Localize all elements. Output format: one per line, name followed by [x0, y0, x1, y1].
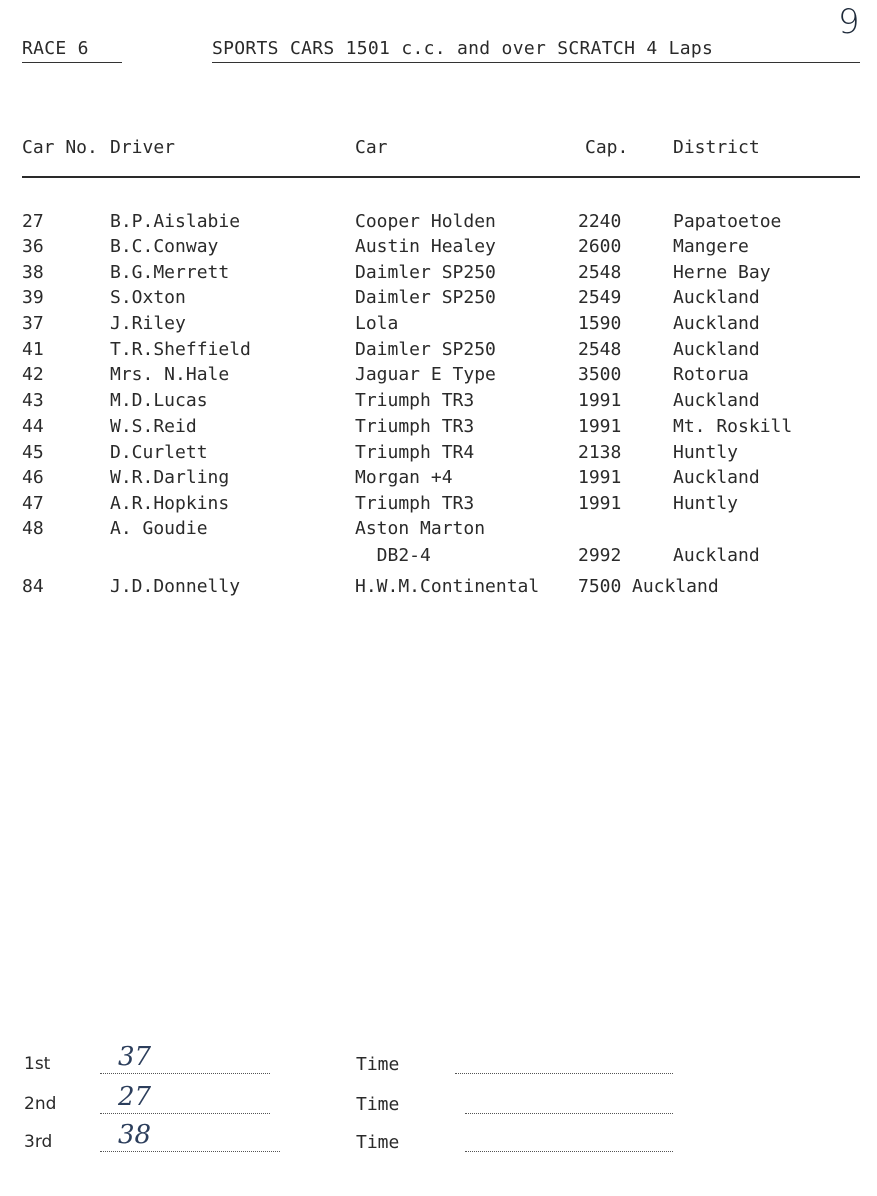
- entry-row-continuation: [0, 545, 877, 570]
- entry-row: [0, 576, 877, 601]
- car-model: Aston Marton: [355, 518, 486, 539]
- result-row: [0, 1042, 877, 1084]
- driver-name: Mrs. N.Hale: [110, 364, 230, 385]
- car-number: 47: [22, 493, 44, 514]
- car-model: Jaguar E Type: [355, 364, 496, 385]
- car-model: Lola: [355, 313, 399, 334]
- entry-row: [0, 339, 877, 364]
- driver-name: J.D.Donnelly: [110, 576, 241, 597]
- car-number: 41: [22, 339, 44, 360]
- car-number: 84: [22, 576, 44, 597]
- entry-row: [0, 287, 877, 312]
- car-model: Cooper Holden: [355, 211, 496, 232]
- result-row: [0, 1120, 877, 1162]
- car-model: Austin Healey: [355, 236, 496, 257]
- driver-name: T.R.Sheffield: [110, 339, 251, 360]
- engine-capacity: 1991: [578, 390, 622, 411]
- district: Rotorua: [673, 364, 749, 385]
- car-number: 42: [22, 364, 44, 385]
- handwritten-car-number: 38: [118, 1120, 152, 1150]
- car-model: Triumph TR4: [355, 442, 475, 463]
- car-number: 37: [22, 313, 44, 334]
- time-line: [465, 1150, 673, 1152]
- car-number: 43: [22, 390, 44, 411]
- engine-capacity: 3500: [578, 364, 622, 385]
- col-header-car: Car: [355, 137, 388, 158]
- place-label: 1st: [24, 1054, 51, 1074]
- engine-capacity: 1991: [578, 493, 622, 514]
- race-number: RACE 6: [22, 38, 89, 59]
- entry-row: [0, 493, 877, 518]
- driver-name: S.Oxton: [110, 287, 186, 308]
- entry-row: [0, 236, 877, 261]
- district: Papatoetoe: [673, 211, 782, 232]
- result-line: [100, 1072, 270, 1074]
- car-number: 39: [22, 287, 44, 308]
- engine-capacity: 2549: [578, 287, 622, 308]
- entry-row: [0, 442, 877, 467]
- district: Auckland: [673, 287, 760, 308]
- car-model: Triumph TR3: [355, 390, 475, 411]
- car-model: Daimler SP250: [355, 287, 496, 308]
- car-model: Daimler SP250: [355, 262, 496, 283]
- col-header-car-no: Car No.: [22, 137, 98, 158]
- page-number: 9: [838, 2, 860, 42]
- driver-name: D.Curlett: [110, 442, 208, 463]
- car-model: Triumph TR3: [355, 416, 475, 437]
- race-title: SPORTS CARS 1501 c.c. and over SCRATCH 4 Laps: [212, 38, 714, 59]
- place-label: 2nd: [24, 1094, 57, 1114]
- driver-name: M.D.Lucas: [110, 390, 208, 411]
- time-line: [455, 1072, 673, 1074]
- engine-capacity: 1991: [578, 467, 622, 488]
- entry-row: [0, 211, 877, 236]
- district: Mt. Roskill: [673, 416, 793, 437]
- entry-row: [0, 262, 877, 287]
- handwritten-car-number: 37: [118, 1042, 152, 1072]
- engine-capacity: 2548: [578, 262, 622, 283]
- col-header-cap: Cap.: [585, 137, 629, 158]
- car-model: Morgan +4: [355, 467, 453, 488]
- district: Auckland: [673, 390, 760, 411]
- place-label: 3rd: [24, 1132, 53, 1152]
- engine-capacity: 2138: [578, 442, 622, 463]
- driver-name: W.S.Reid: [110, 416, 197, 437]
- engine-capacity: 2548: [578, 339, 622, 360]
- entry-row: [0, 390, 877, 415]
- district: Auckland: [673, 545, 760, 566]
- handwritten-car-number: 27: [118, 1082, 152, 1112]
- car-number: 36: [22, 236, 44, 257]
- title-underline: [212, 62, 860, 63]
- driver-name: J.Riley: [110, 313, 186, 334]
- col-header-district: District: [673, 137, 760, 158]
- car-model: Triumph TR3: [355, 493, 475, 514]
- entry-row: [0, 416, 877, 441]
- engine-capacity: 2600: [578, 236, 622, 257]
- car-model: H.W.M.Continental: [355, 576, 540, 597]
- driver-name: B.C.Conway: [110, 236, 219, 257]
- car-number: 38: [22, 262, 44, 283]
- driver-name: B.P.Aislabie: [110, 211, 241, 232]
- driver-name: B.G.Merrett: [110, 262, 230, 283]
- driver-name: A.R.Hopkins: [110, 493, 230, 514]
- car-number: 48: [22, 518, 44, 539]
- race-underline: [22, 62, 122, 63]
- car-model: DB2-4: [355, 545, 431, 566]
- engine-capacity: 1991: [578, 416, 622, 437]
- time-label: Time: [356, 1094, 400, 1115]
- district: Auckland: [632, 576, 719, 597]
- district: Auckland: [673, 339, 760, 360]
- entry-row: [0, 518, 877, 543]
- district: Auckland: [673, 313, 760, 334]
- time-label: Time: [356, 1132, 400, 1153]
- car-number: 27: [22, 211, 44, 232]
- district: Huntly: [673, 493, 739, 514]
- district: Mangere: [673, 236, 749, 257]
- driver-name: A. Goudie: [110, 518, 208, 539]
- engine-capacity: 2240: [578, 211, 622, 232]
- car-number: 44: [22, 416, 44, 437]
- time-line: [465, 1112, 673, 1114]
- header-rule: [22, 176, 860, 178]
- car-number: 45: [22, 442, 44, 463]
- engine-capacity: 7500: [578, 576, 622, 597]
- result-line: [100, 1150, 280, 1152]
- engine-capacity: 1590: [578, 313, 622, 334]
- district: Auckland: [673, 467, 760, 488]
- district: Herne Bay: [673, 262, 771, 283]
- entry-row: [0, 364, 877, 389]
- result-line: [100, 1112, 270, 1114]
- col-header-driver: Driver: [110, 137, 176, 158]
- entry-row: [0, 313, 877, 338]
- car-number: 46: [22, 467, 44, 488]
- driver-name: W.R.Darling: [110, 467, 230, 488]
- time-label: Time: [356, 1054, 400, 1075]
- engine-capacity: 2992: [578, 545, 622, 566]
- district: Huntly: [673, 442, 739, 463]
- car-model: Daimler SP250: [355, 339, 496, 360]
- entry-row: [0, 467, 877, 492]
